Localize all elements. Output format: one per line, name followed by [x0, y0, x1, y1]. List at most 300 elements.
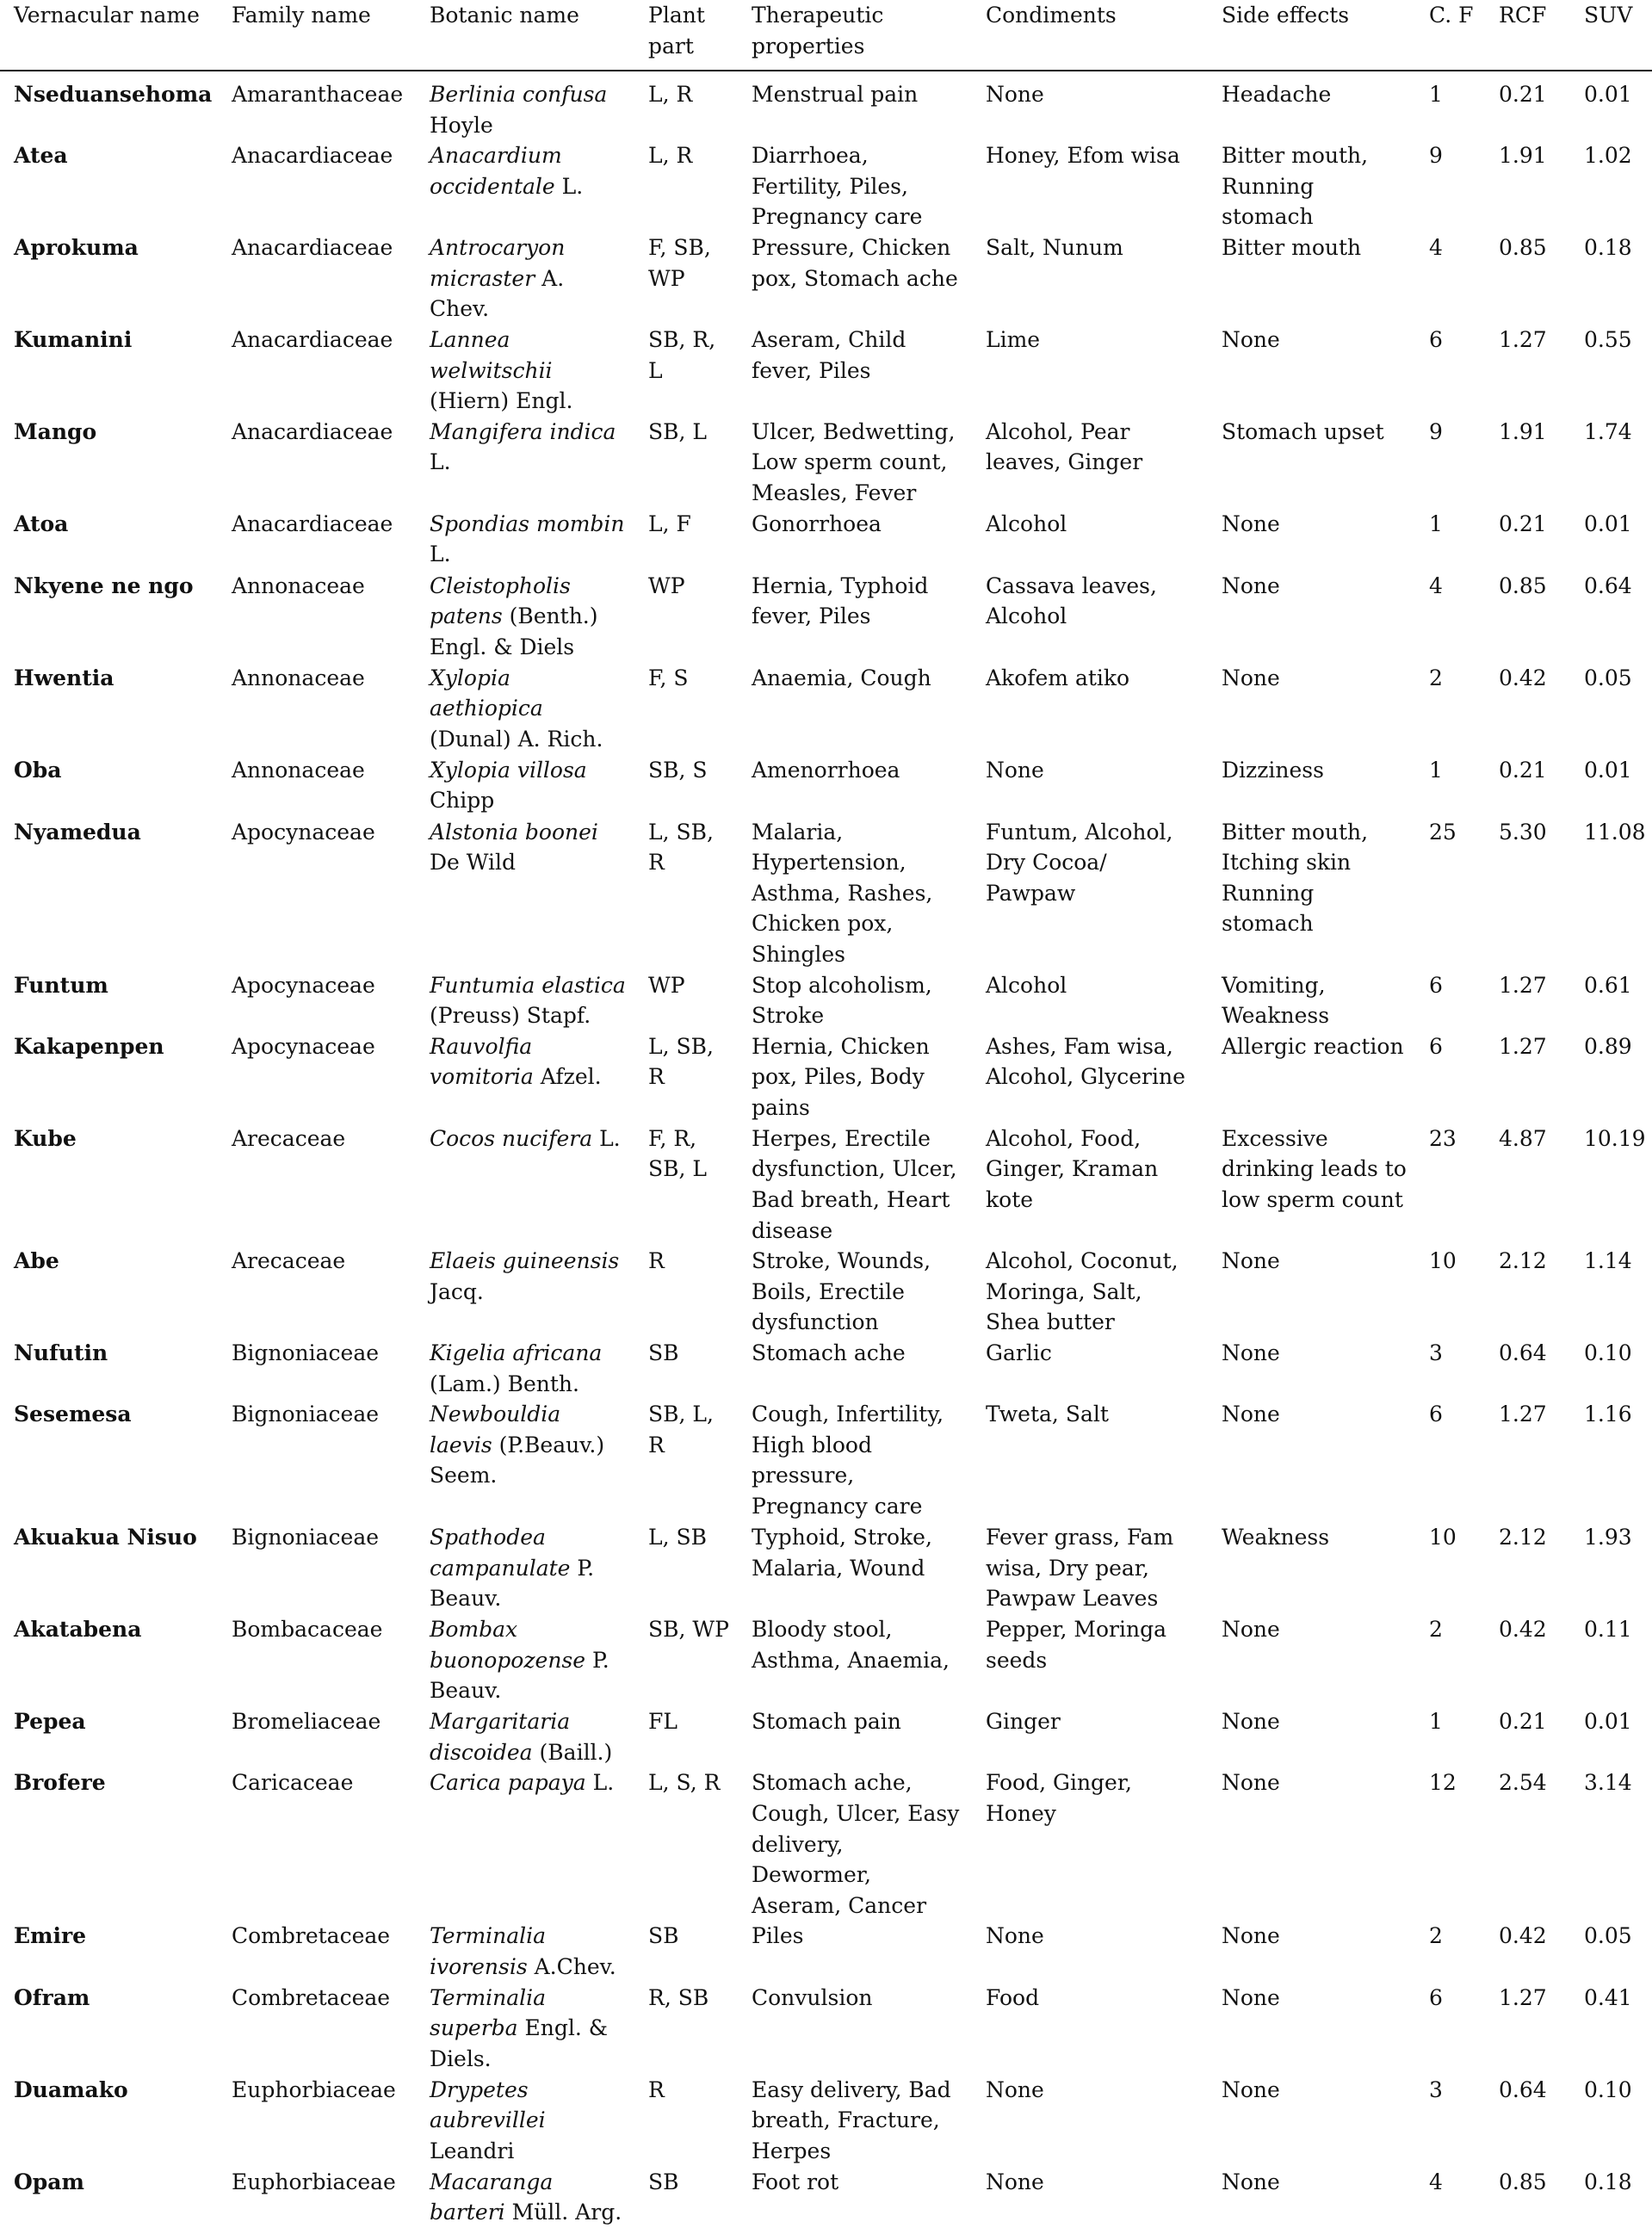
cell-botanic-name	[416, 232, 634, 325]
botanic-author: (Benth.) Engl. & Diels	[430, 603, 598, 659]
cell-rcf: 2.12	[1499, 1248, 1547, 1274]
botanic-author: P. Beauv.	[430, 1555, 595, 1612]
cell-rcf: 0.42	[1499, 665, 1547, 690]
table-row	[0, 1246, 1652, 1338]
cell-cf: 9	[1429, 143, 1443, 169]
cell-side-effects: Bitter mouth	[1222, 235, 1362, 261]
cell-therapeutic-properties: Stroke, Wounds, Boils, Erectile dysfunction	[752, 1248, 931, 1335]
cell-rcf: 0.21	[1499, 1709, 1547, 1735]
table-row	[0, 509, 1652, 571]
cell-plant-part: FL	[648, 1709, 678, 1735]
botanic-species-name: Cocos nucifera	[430, 1125, 593, 1151]
cell-cf: 1	[1429, 1709, 1443, 1735]
cell-condiments: Pepper, Moringa seeds	[986, 1617, 1166, 1673]
cell-therapeutic-properties: Anaemia, Cough	[752, 665, 931, 690]
cell-cf: 6	[1429, 1984, 1443, 2010]
cell-botanic-name	[416, 970, 634, 1031]
cell-side-effects: None	[1222, 1923, 1280, 1949]
cell-plant-part: WP	[648, 972, 685, 998]
cell-vernacular-name: Kube	[14, 1125, 77, 1151]
table-row	[0, 417, 1652, 509]
botanic-species-name: Spondias mombin	[430, 511, 625, 536]
cell-vernacular-name: Kumanini	[14, 326, 133, 352]
botanic-author: Afzel.	[533, 1064, 602, 1090]
cell-cf: 12	[1429, 1770, 1457, 1796]
table-row	[0, 2167, 1652, 2228]
cell-cf: 10	[1429, 1248, 1457, 1274]
cell-therapeutic-properties: Herpes, Erectile dysfunction, Ulcer, Bad breath, Heart disease	[752, 1125, 957, 1243]
header-vernacular-name: Vernacular name	[0, 0, 218, 71]
botanic-species-name: Anacardium occidentale	[430, 143, 562, 199]
header-family-name: Family name	[218, 0, 416, 71]
cell-side-effects: None	[1222, 665, 1280, 690]
header-side-effects: Side effects	[1208, 0, 1415, 71]
botanic-species-name: Drypetes aubrevillei	[430, 2076, 546, 2133]
cell-plant-part: L, F	[648, 511, 691, 536]
botanic-species-name: Mangifera indica	[430, 418, 616, 444]
header-cf: C. F	[1415, 0, 1485, 71]
cell-condiments: Garlic	[986, 1340, 1052, 1366]
cell-condiments: None	[986, 2169, 1044, 2194]
cell-cf: 1	[1429, 757, 1443, 783]
header-row	[0, 0, 1652, 71]
table-row	[0, 1123, 1652, 1246]
cell-condiments: Food, Ginger, Honey	[986, 1770, 1132, 1827]
botanic-species-name: Berlinia confusa	[430, 82, 608, 107]
cell-therapeutic-properties: Amenorrhoea	[752, 757, 900, 783]
cell-suv: 1.14	[1584, 1248, 1632, 1274]
cell-therapeutic-properties: Diarrhoea, Fertility, Piles, Pregnancy care	[752, 143, 923, 230]
cell-therapeutic-properties: Cough, Infertility, High blood pressure, Pregnancy care	[752, 1402, 944, 1519]
cell-suv: 1.74	[1584, 418, 1632, 444]
cell-therapeutic-properties: Hernia, Chicken pox, Piles, Body pains	[752, 1033, 930, 1120]
cell-family-name: Apocynaceae	[232, 1033, 375, 1059]
cell-condiments: None	[986, 2076, 1044, 2102]
cell-cf: 6	[1429, 972, 1443, 998]
cell-suv: 1.16	[1584, 1402, 1632, 1427]
cell-suv: 0.61	[1584, 972, 1632, 998]
cell-side-effects: None	[1222, 1340, 1280, 1366]
table-row	[0, 663, 1652, 755]
cell-family-name: Arecaceae	[232, 1125, 346, 1151]
cell-side-effects: Allergic reaction	[1222, 1033, 1404, 1059]
header-condiments: Condiments	[972, 0, 1208, 71]
cell-cf: 4	[1429, 572, 1443, 598]
table-row	[0, 1767, 1652, 1921]
table-row	[0, 817, 1652, 970]
cell-suv: 0.64	[1584, 572, 1632, 598]
botanic-species-name: Xylopia villosa	[430, 757, 587, 783]
cell-condiments: Tweta, Salt	[986, 1402, 1109, 1427]
cell-family-name: Arecaceae	[232, 1248, 346, 1274]
cell-vernacular-name: Atea	[14, 143, 68, 169]
cell-side-effects: Vomiting, Weakness	[1222, 972, 1330, 1029]
cell-suv: 0.01	[1584, 511, 1632, 536]
cell-therapeutic-properties: Menstrual pain	[752, 82, 919, 107]
header-plant-part: Plant part	[634, 0, 738, 71]
cell-plant-part: SB, S	[648, 757, 708, 783]
cell-side-effects: None	[1222, 1617, 1280, 1643]
cell-botanic-name	[416, 509, 634, 571]
botanic-species-name: Terminalia superba	[430, 1984, 547, 2041]
botanic-author: Engl. & Diels.	[430, 2015, 609, 2071]
cell-plant-part: WP	[648, 572, 685, 598]
cell-side-effects: None	[1222, 2169, 1280, 2194]
cell-botanic-name	[416, 1399, 634, 1522]
botanic-author: (Baill.)	[532, 1739, 613, 1765]
cell-rcf: 1.27	[1499, 326, 1547, 352]
cell-botanic-name	[416, 1246, 634, 1338]
cell-condiments: Honey, Efom wisa	[986, 143, 1180, 169]
cell-therapeutic-properties: Ulcer, Bedwetting, Low sperm count, Measles, Fever	[752, 418, 956, 505]
botanic-species-name: Macaranga barteri	[430, 2169, 554, 2225]
table-row	[0, 1338, 1652, 1399]
table-row	[0, 140, 1652, 232]
cell-plant-part: SB	[648, 1340, 679, 1366]
cell-suv: 0.01	[1584, 82, 1632, 107]
cell-botanic-name	[416, 755, 634, 817]
cell-rcf: 1.91	[1499, 143, 1547, 169]
table-row	[0, 1031, 1652, 1123]
cell-cf: 25	[1429, 819, 1457, 845]
cell-botanic-name	[416, 817, 634, 970]
cell-cf: 6	[1429, 326, 1443, 352]
cell-side-effects: Weakness	[1222, 1525, 1330, 1550]
table-row	[0, 232, 1652, 325]
cell-vernacular-name: Nkyene ne ngo	[14, 572, 194, 598]
cell-side-effects: Headache	[1222, 82, 1332, 107]
cell-plant-part: SB	[648, 2169, 679, 2194]
botanic-author: (Lam.) Benth.	[430, 1371, 579, 1396]
cell-cf: 2	[1429, 665, 1443, 690]
cell-rcf: 0.85	[1499, 235, 1547, 261]
cell-vernacular-name: Oba	[14, 757, 62, 783]
cell-therapeutic-properties: Piles	[752, 1923, 804, 1949]
cell-rcf: 2.54	[1499, 1770, 1547, 1796]
cell-vernacular-name: Kakapenpen	[14, 1033, 164, 1059]
cell-family-name: Anacardiaceae	[232, 418, 393, 444]
cell-rcf: 0.21	[1499, 82, 1547, 107]
cell-family-name: Annonaceae	[232, 757, 365, 783]
botanic-author: A.Chev.	[527, 1954, 616, 1980]
botanic-author: L.	[585, 1770, 615, 1796]
cell-side-effects: None	[1222, 326, 1280, 352]
cell-vernacular-name: Duamako	[14, 2076, 128, 2102]
botanic-author: Hoyle	[430, 112, 493, 138]
cell-family-name: Combretaceae	[232, 1923, 391, 1949]
cell-rcf: 1.27	[1499, 972, 1547, 998]
cell-suv: 0.41	[1584, 1984, 1632, 2010]
cell-botanic-name	[416, 1921, 634, 1982]
cell-vernacular-name: Akuakua Nisuo	[14, 1525, 197, 1550]
cell-family-name: Bignoniaceae	[232, 1525, 380, 1550]
cell-botanic-name	[416, 1767, 634, 1921]
cell-plant-part: SB, L	[648, 418, 707, 444]
cell-botanic-name	[416, 1031, 634, 1123]
botanic-species-name: Elaeis guineensis	[430, 1248, 620, 1274]
botanic-species-name: Spathodea campanulate	[430, 1525, 571, 1581]
cell-side-effects: None	[1222, 1402, 1280, 1427]
cell-side-effects: None	[1222, 1984, 1280, 2010]
table-row	[0, 1921, 1652, 1982]
cell-rcf: 0.64	[1499, 1340, 1547, 1366]
botanic-author: L.	[430, 542, 451, 567]
cell-plant-part: L, SB	[648, 1525, 707, 1550]
botanic-author: L.	[430, 449, 451, 475]
cell-family-name: Bombacaceae	[232, 1617, 383, 1643]
table-row	[0, 1614, 1652, 1706]
cell-family-name: Bromeliaceae	[232, 1709, 381, 1735]
cell-cf: 6	[1429, 1402, 1443, 1427]
cell-rcf: 0.21	[1499, 757, 1547, 783]
cell-condiments: Alcohol	[986, 972, 1067, 998]
cell-plant-part: L, R	[648, 143, 693, 169]
botanic-species-name: Funtumia elastica	[430, 972, 626, 998]
cell-cf: 4	[1429, 2169, 1443, 2194]
botanic-species-name: Bombax buonopozense	[430, 1617, 586, 1673]
cell-family-name: Anacardiaceae	[232, 235, 393, 261]
cell-therapeutic-properties: Malaria, Hypertension, Asthma, Rashes, Chicken pox, Shingles	[752, 819, 933, 967]
header-therapeutic-properties: Therapeutic properties	[738, 0, 972, 71]
cell-suv: 0.89	[1584, 1033, 1632, 1059]
cell-side-effects: None	[1222, 572, 1280, 598]
botanic-author: P. Beauv.	[430, 1647, 609, 1704]
cell-family-name: Annonaceae	[232, 572, 365, 598]
botanic-species-name: Xylopia aethiopica	[430, 665, 543, 721]
cell-family-name: Apocynaceae	[232, 819, 375, 845]
cell-suv: 0.55	[1584, 326, 1632, 352]
cell-suv: 0.05	[1584, 665, 1632, 690]
cell-cf: 10	[1429, 1525, 1457, 1550]
table-row	[0, 71, 1652, 140]
cell-rcf: 0.42	[1499, 1923, 1547, 1949]
cell-family-name: Anacardiaceae	[232, 143, 393, 169]
cell-cf: 1	[1429, 82, 1443, 107]
cell-suv: 1.02	[1584, 143, 1632, 169]
cell-plant-part: SB, WP	[648, 1617, 729, 1643]
cell-rcf: 1.27	[1499, 1402, 1547, 1427]
table-row	[0, 1983, 1652, 2075]
cell-suv: 11.08	[1584, 819, 1646, 845]
cell-rcf: 0.42	[1499, 1617, 1547, 1643]
cell-therapeutic-properties: Stomach ache	[752, 1340, 906, 1366]
cell-vernacular-name: Aprokuma	[14, 235, 139, 261]
cell-plant-part: R	[648, 1248, 665, 1274]
cell-suv: 3.14	[1584, 1770, 1632, 1796]
cell-botanic-name	[416, 1123, 634, 1246]
cell-suv: 0.11	[1584, 1617, 1632, 1643]
cell-cf: 4	[1429, 235, 1443, 261]
cell-therapeutic-properties: Aseram, Child fever, Piles	[752, 326, 906, 383]
cell-vernacular-name: Nyamedua	[14, 819, 141, 845]
header-rcf: RCF	[1485, 0, 1570, 71]
cell-rcf: 0.85	[1499, 2169, 1547, 2194]
cell-rcf: 1.27	[1499, 1984, 1547, 2010]
botanic-author: Jacq.	[430, 1278, 484, 1304]
botanic-author: Leandri	[430, 2138, 515, 2163]
table-row	[0, 1706, 1652, 1767]
cell-condiments: Cassava leaves, Alcohol	[986, 572, 1157, 629]
cell-botanic-name	[416, 2075, 634, 2167]
cell-therapeutic-properties: Convulsion	[752, 1984, 873, 2010]
cell-botanic-name	[416, 140, 634, 232]
cell-plant-part: L, SB, R	[648, 1033, 714, 1090]
cell-vernacular-name: Funtum	[14, 972, 108, 998]
cell-cf: 3	[1429, 2076, 1443, 2102]
botanic-author: (Dunal) A. Rich.	[430, 726, 603, 752]
cell-suv: 1.93	[1584, 1525, 1632, 1550]
cell-suv: 0.05	[1584, 1923, 1632, 1949]
table-row	[0, 2075, 1652, 2167]
table-row	[0, 755, 1652, 817]
cell-condiments: Ashes, Fam wisa, Alcohol, Glycerine	[986, 1033, 1185, 1090]
cell-plant-part: SB, L, R	[648, 1402, 714, 1457]
cell-side-effects: Bitter mouth, Itching skin Running stomach	[1222, 819, 1369, 937]
cell-botanic-name	[416, 71, 634, 140]
botanic-species-name: Lannea welwitschii	[430, 326, 553, 383]
botanic-species-name: Alstonia boonei	[430, 819, 598, 845]
cell-therapeutic-properties: Stomach pain	[752, 1709, 901, 1735]
cell-vernacular-name: Akatabena	[14, 1617, 142, 1643]
cell-botanic-name	[416, 1706, 634, 1767]
cell-family-name: Euphorbiaceae	[232, 2076, 396, 2102]
botanic-species-name: Cleistopholis patens	[430, 572, 571, 629]
cell-rcf: 1.91	[1499, 418, 1547, 444]
botanic-author: A. Chev.	[430, 265, 565, 322]
cell-suv: 0.18	[1584, 2169, 1632, 2194]
cell-botanic-name	[416, 571, 634, 663]
cell-family-name: Apocynaceae	[232, 972, 375, 998]
cell-condiments: None	[986, 1923, 1044, 1949]
cell-side-effects: None	[1222, 1770, 1280, 1796]
cell-side-effects: None	[1222, 1709, 1280, 1735]
cell-vernacular-name: Brofere	[14, 1770, 106, 1796]
botanic-author: L.	[554, 173, 584, 199]
botanic-species-name: Margaritaria discoidea	[430, 1709, 571, 1765]
cell-plant-part: SB, R, L	[648, 326, 716, 383]
cell-botanic-name	[416, 2167, 634, 2228]
cell-vernacular-name: Pepea	[14, 1709, 86, 1735]
cell-family-name: Bignoniaceae	[232, 1340, 380, 1366]
cell-plant-part: L, S, R	[648, 1770, 721, 1796]
cell-suv: 0.01	[1584, 757, 1632, 783]
table-row	[0, 1399, 1652, 1522]
cell-side-effects: None	[1222, 511, 1280, 536]
cell-therapeutic-properties: Typhoid, Stroke, Malaria, Wound	[752, 1525, 932, 1581]
cell-family-name: Annonaceae	[232, 665, 365, 690]
cell-cf: 23	[1429, 1125, 1457, 1151]
cell-plant-part: L, SB, R	[648, 819, 714, 876]
cell-vernacular-name: Nufutin	[14, 1340, 108, 1366]
cell-therapeutic-properties: Hernia, Typhoid fever, Piles	[752, 572, 929, 629]
cell-suv: 0.10	[1584, 2076, 1632, 2102]
botanic-author: Müll. Arg.	[504, 2200, 622, 2225]
cell-plant-part: R, SB	[648, 1984, 709, 2010]
cell-therapeutic-properties: Pressure, Chicken pox, Stomach ache	[752, 235, 958, 291]
cell-condiments: Salt, Nunum	[986, 235, 1123, 261]
botanic-species-name: Kigelia africana	[430, 1340, 603, 1366]
cell-vernacular-name: Nseduansehoma	[14, 82, 213, 107]
cell-vernacular-name: Atoa	[14, 511, 69, 536]
cell-vernacular-name: Abe	[14, 1248, 59, 1274]
botanic-author: (Preuss) Stapf.	[430, 1003, 591, 1029]
cell-suv: 0.18	[1584, 235, 1632, 261]
cell-therapeutic-properties: Stomach ache, Cough, Ulcer, Easy delivery, Dewormer, Aseram, Cancer	[752, 1770, 960, 1918]
cell-rcf: 1.27	[1499, 1033, 1547, 1059]
cell-vernacular-name: Ofram	[14, 1984, 90, 2010]
cell-rcf: 0.85	[1499, 572, 1547, 598]
cell-botanic-name	[416, 1338, 634, 1399]
cell-plant-part: F, S	[648, 665, 689, 690]
botanic-species-name: Carica papaya	[430, 1770, 586, 1796]
cell-family-name: Euphorbiaceae	[232, 2169, 396, 2194]
cell-suv: 0.10	[1584, 1340, 1632, 1366]
cell-family-name: Amaranthaceae	[232, 82, 404, 107]
cell-cf: 1	[1429, 511, 1443, 536]
cell-therapeutic-properties: Foot rot	[752, 2169, 839, 2194]
table-row	[0, 1522, 1652, 1614]
cell-condiments: Ginger	[986, 1709, 1061, 1735]
cell-side-effects: Stomach upset	[1222, 418, 1384, 444]
cell-therapeutic-properties: Easy delivery, Bad breath, Fracture, Herpes	[752, 2076, 951, 2163]
cell-botanic-name	[416, 325, 634, 417]
cell-rcf: 2.12	[1499, 1525, 1547, 1550]
header-suv: SUV	[1570, 0, 1652, 71]
cell-plant-part: L, R	[648, 82, 693, 107]
cell-condiments: Lime	[986, 326, 1041, 352]
cell-cf: 2	[1429, 1923, 1443, 1949]
cell-cf: 2	[1429, 1617, 1443, 1643]
cell-therapeutic-properties: Bloody stool, Asthma, Anaemia,	[752, 1617, 950, 1673]
table-body	[0, 71, 1652, 2228]
cell-family-name: Caricaceae	[232, 1770, 354, 1796]
cell-condiments: Alcohol, Food, Ginger, Kraman kote	[986, 1125, 1159, 1212]
table-row	[0, 571, 1652, 663]
cell-family-name: Anacardiaceae	[232, 511, 393, 536]
cell-therapeutic-properties: Gonorrhoea	[752, 511, 882, 536]
cell-botanic-name	[416, 417, 634, 509]
cell-rcf: 0.21	[1499, 511, 1547, 536]
cell-suv: 0.01	[1584, 1709, 1632, 1735]
botanic-species-name: Rauvolfia vomitoria	[430, 1033, 534, 1090]
botanic-species-name: Antrocaryon micraster	[430, 235, 566, 291]
cell-plant-part: SB	[648, 1923, 679, 1949]
cell-side-effects: Excessive drinking leads to low sperm count	[1222, 1125, 1407, 1212]
cell-rcf: 0.64	[1499, 2076, 1547, 2102]
cell-side-effects: Bitter mouth, Running stomach	[1222, 143, 1369, 230]
cell-condiments: Food	[986, 1984, 1040, 2010]
cell-condiments: Alcohol	[986, 511, 1067, 536]
cell-vernacular-name: Hwentia	[14, 665, 114, 690]
cell-family-name: Bignoniaceae	[232, 1402, 380, 1427]
table-row	[0, 325, 1652, 417]
cell-vernacular-name: Emire	[14, 1923, 87, 1949]
cell-botanic-name	[416, 1522, 634, 1614]
cell-condiments: Akofem atiko	[986, 665, 1130, 690]
cell-family-name: Combretaceae	[232, 1984, 391, 2010]
botanic-species-name: Newbouldia laevis	[430, 1402, 561, 1457]
cell-condiments: Fever grass, Fam wisa, Dry pear, Pawpaw Leaves	[986, 1525, 1174, 1612]
cell-side-effects: None	[1222, 1248, 1280, 1274]
botanic-author: (Hiern) Engl.	[430, 388, 573, 414]
cell-vernacular-name: Sesemesa	[14, 1402, 132, 1427]
cell-rcf: 4.87	[1499, 1125, 1547, 1151]
cell-vernacular-name: Opam	[14, 2169, 84, 2194]
botanic-species-name: Terminalia ivorensis	[430, 1923, 547, 1980]
cell-plant-part: F, R, SB, L	[648, 1125, 707, 1182]
header-botanic-name: Botanic name	[416, 0, 634, 71]
cell-cf: 6	[1429, 1033, 1443, 1059]
